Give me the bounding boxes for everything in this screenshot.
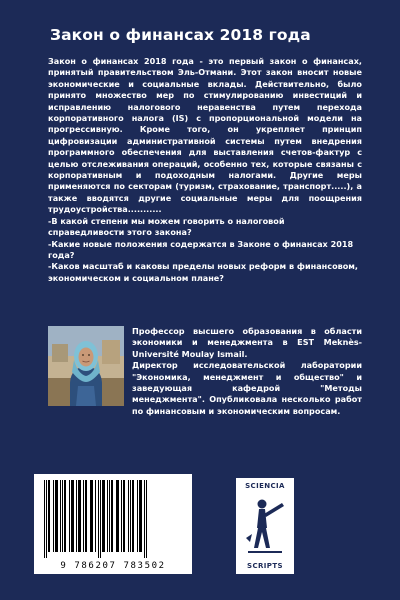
publisher-logo-top-text: SCIENCIA	[245, 482, 285, 490]
author-bio-paragraph: Профессор высшего образования в области экономики и менеджмента в EST Meknès-Université Moulay Ismail.	[132, 326, 362, 359]
barcode-bar	[95, 480, 96, 552]
barcode-bar	[146, 480, 147, 558]
barcode-bar	[64, 480, 66, 552]
barcode-bar	[48, 480, 50, 552]
barcode-bar	[76, 480, 77, 552]
barcode-bars	[34, 474, 192, 560]
isbn-barcode	[34, 474, 192, 574]
publisher-logo	[236, 478, 294, 574]
barcode-bar	[137, 480, 138, 552]
barcode-bar	[44, 480, 45, 558]
book-title: Закон о финансах 2018 года	[50, 26, 311, 44]
barcode-bar	[83, 480, 84, 552]
book-blurb	[48, 56, 362, 284]
barcode-bar	[71, 480, 74, 552]
blurb-question: -Какие новые положения содержатся в Законе о финансах 2018 года?	[48, 238, 354, 260]
publisher-logo-bottom-text: SCRIPTS	[247, 562, 283, 570]
blurb-paragraph: Закон о финансах 2018 года - это первый закон о финансах, принятый правительством Эль-Отмани. Этот закон вносит новые экономические и социальные вклады. Действительно, было принято множество мер по стимулированию инвестиций и исправлению налогового неравенства путем перехода корпоративного налога (IS) с пропорциональной модели на прогрессивную. Кроме того, он укрепляет принцип цифровизации административной системы путем внедрения программного обеспечения для выставления счетов-фактур с целью отслеживания операций, особенно тех, которые связаны с корпоративным и подоходным налогами. Другие меры применяются по секторам (туризм, страхование, транспорт.....), а также вводятся другие социальные меры для поощрения трудоустройства...........	[48, 56, 362, 215]
barcode-bar	[100, 480, 101, 558]
author-bio-paragraph: Директор исследовательской лаборатории "Экономика, менеджмент и общество" и заведующая кафедрой "Методы менеджмента". Опубликовала несколько работ по финансовым и экономическим вопросам.	[132, 360, 362, 416]
figure-with-telescope-icon	[242, 494, 288, 556]
barcode-bar	[102, 480, 105, 552]
barcode-bar	[123, 480, 125, 552]
barcode-bar	[69, 480, 70, 552]
author-portrait-image	[48, 326, 124, 406]
barcode-bar	[116, 480, 119, 552]
blurb-question: -Каков масштаб и каковы пределы новых реформ в финансовом, экономическом и социальном плане?	[48, 261, 358, 283]
barcode-bar	[90, 480, 93, 552]
barcode-bar	[139, 480, 142, 552]
barcode-bar	[111, 480, 113, 552]
barcode-bar	[144, 480, 145, 558]
barcode-bar	[53, 480, 54, 552]
author-bio	[132, 326, 362, 417]
barcode-bar	[128, 480, 129, 552]
barcode-bar	[62, 480, 63, 552]
barcode-bar	[46, 480, 47, 558]
isbn-number: 9 786207 783502	[60, 561, 166, 571]
barcode-bar	[55, 480, 58, 552]
author-photo	[48, 326, 124, 406]
barcode-bar	[109, 480, 110, 552]
barcode-bar	[78, 480, 81, 552]
barcode-bar	[132, 480, 134, 552]
blurb-question: -В какой степени мы можем говорить о налоговой справедливости этого закона?	[48, 215, 285, 238]
barcode-bar	[98, 480, 99, 558]
barcode-bar	[121, 480, 122, 552]
barcode-bar	[60, 480, 61, 552]
barcode-bar	[85, 480, 87, 552]
barcode-bar	[107, 480, 108, 552]
barcode-bar	[130, 480, 131, 552]
